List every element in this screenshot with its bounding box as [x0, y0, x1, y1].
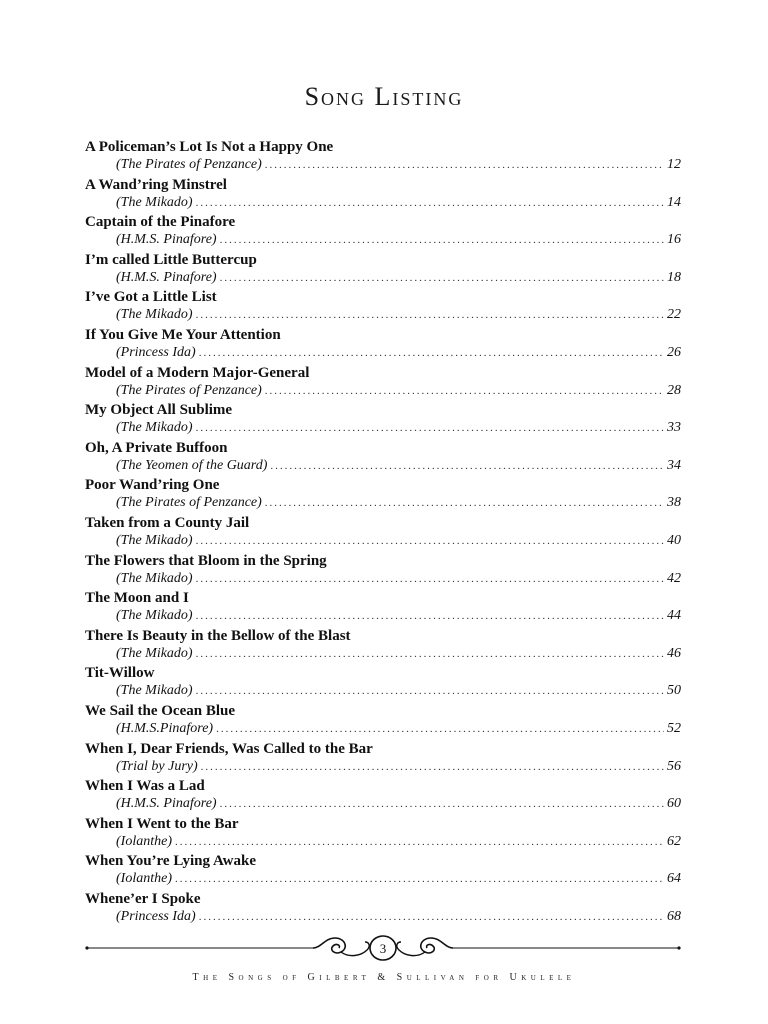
entry-detail	[85, 833, 681, 851]
page-number: 64	[667, 871, 681, 887]
entry-detail	[85, 231, 681, 249]
page-number: 44	[667, 608, 681, 624]
page-number: 28	[667, 382, 681, 398]
list-item	[85, 288, 681, 326]
page-number: 26	[667, 344, 681, 360]
dot-leader	[196, 608, 664, 625]
list-item	[85, 589, 681, 627]
entry-detail	[85, 720, 681, 738]
page-number: 16	[667, 232, 681, 248]
list-item	[85, 890, 681, 928]
song-title: A Wand’ring Minstrel	[85, 176, 227, 193]
page-number: 12	[667, 157, 681, 172]
dot-leader	[265, 383, 664, 400]
dot-leader	[220, 270, 664, 287]
entry-detail	[85, 457, 681, 475]
entry-detail	[85, 682, 681, 700]
dot-leader	[199, 909, 664, 926]
opera-name: (H.M.S. Pinafore)	[116, 796, 217, 812]
list-item	[85, 401, 681, 439]
opera-name: (The Mikado)	[116, 570, 193, 586]
opera-name: (Princess Ida)	[116, 344, 196, 360]
song-title: A Policeman’s Lot Is Not a Happy One	[85, 139, 334, 155]
dot-leader	[196, 683, 664, 700]
opera-name: (The Mikado)	[116, 608, 193, 624]
list-item	[85, 138, 681, 176]
dot-leader	[196, 533, 664, 550]
dot-leader	[196, 646, 664, 663]
page-number: 46	[667, 645, 681, 661]
opera-name: (Princess Ida)	[116, 908, 196, 924]
list-item	[85, 815, 681, 853]
opera-name: (H.M.S. Pinafore)	[116, 269, 217, 285]
opera-name: (The Pirates of Penzance)	[116, 157, 262, 172]
dot-leader	[265, 157, 664, 174]
song-title: When I Was a Lad	[85, 778, 205, 795]
entry-detail	[85, 870, 681, 888]
list-item	[85, 514, 681, 552]
song-title: Taken from a County Jail	[85, 514, 250, 531]
dot-leader	[270, 458, 664, 475]
song-title: I’ve Got a Little List	[85, 289, 217, 306]
list-item	[85, 852, 681, 890]
dot-leader	[220, 232, 664, 249]
page-number: 22	[667, 307, 681, 323]
song-title: If You Give Me Your Attention	[85, 326, 281, 343]
opera-name: (The Mikado)	[116, 194, 193, 210]
song-title: Oh, A Private Buffoon	[85, 439, 228, 456]
opera-name: (The Pirates of Penzance)	[116, 495, 262, 511]
page-number: 40	[667, 532, 681, 548]
entry-detail	[85, 269, 681, 287]
song-title: Whene’er I Spoke	[85, 890, 201, 907]
song-title: The Moon and I	[85, 590, 189, 607]
opera-name: (H.M.S.Pinafore)	[116, 720, 214, 736]
list-item	[85, 476, 681, 514]
footer-ornament	[85, 926, 681, 970]
list-item	[85, 251, 681, 289]
page-number: 56	[667, 758, 681, 774]
entry-detail	[85, 645, 681, 663]
list-item	[85, 439, 681, 477]
page-number: 50	[667, 683, 681, 699]
dot-leader	[175, 871, 664, 888]
entry-detail	[85, 194, 681, 212]
dot-leader	[201, 759, 664, 776]
list-item	[85, 364, 681, 402]
entry-detail	[85, 908, 681, 926]
song-title: When I, Dear Friends, Was Called to the Bar	[85, 740, 373, 757]
opera-name: (The Yeomen of the Guard)	[116, 457, 268, 473]
list-item	[85, 552, 681, 590]
scroll-ornament-icon	[85, 926, 681, 970]
opera-name: (Trial by Jury)	[116, 758, 198, 774]
dot-leader	[175, 834, 664, 851]
list-item	[85, 664, 681, 702]
song-title: Tit-Willow	[85, 665, 155, 682]
dot-leader	[196, 420, 664, 437]
opera-name: (The Mikado)	[116, 645, 193, 661]
song-title: When You’re Lying Awake	[85, 853, 256, 870]
opera-name: (The Pirates of Penzance)	[116, 382, 262, 398]
song-title: Model of a Modern Major-General	[85, 364, 310, 381]
dot-leader	[196, 571, 664, 588]
running-footer: The Songs of Gilbert & Sullivan for Ukulele	[192, 972, 576, 983]
page-number: 38	[667, 495, 681, 511]
page-number: 52	[667, 720, 681, 736]
entry-detail	[85, 156, 681, 174]
entry-detail	[85, 382, 681, 400]
list-item	[85, 627, 681, 665]
opera-name: (The Mikado)	[116, 683, 193, 699]
entry-detail	[85, 795, 681, 813]
entry-detail	[85, 344, 681, 362]
entry-detail	[85, 607, 681, 625]
list-item	[85, 777, 681, 815]
page-number: 60	[667, 796, 681, 812]
page-number: 34	[667, 457, 681, 473]
page-footer-number: 3	[379, 941, 387, 956]
page-number: 42	[667, 570, 681, 586]
page-number: 68	[667, 908, 681, 924]
opera-name: (H.M.S. Pinafore)	[116, 232, 217, 248]
page-number: 62	[667, 833, 681, 849]
song-title: The Flowers that Bloom in the Spring	[85, 552, 327, 569]
opera-name: (Iolanthe)	[116, 871, 172, 887]
list-item	[85, 702, 681, 740]
dot-leader	[220, 796, 664, 813]
song-title: My Object All Sublime	[85, 402, 233, 419]
dot-leader	[265, 495, 664, 512]
song-title: Poor Wand’ring One	[85, 477, 220, 494]
opera-name: (The Mikado)	[116, 420, 193, 436]
dot-leader	[216, 721, 664, 738]
song-title: Captain of the Pinafore	[85, 214, 236, 231]
page-number: 18	[667, 269, 681, 285]
entry-detail	[85, 306, 681, 324]
entry-detail	[85, 570, 681, 588]
entry-detail	[85, 532, 681, 550]
song-title: We Sail the Ocean Blue	[85, 702, 235, 719]
page-number: 33	[667, 420, 681, 436]
entry-detail	[85, 758, 681, 776]
opera-name: (The Mikado)	[116, 307, 193, 323]
dot-leader	[196, 307, 664, 324]
entry-detail	[85, 419, 681, 437]
entry-detail	[85, 494, 681, 512]
song-title: When I Went to the Bar	[85, 815, 239, 832]
list-item	[85, 326, 681, 364]
opera-name: (Iolanthe)	[116, 833, 172, 849]
opera-name: (The Mikado)	[116, 532, 193, 548]
page-title: Song Listing	[304, 82, 464, 111]
list-item	[85, 740, 681, 778]
page-number: 14	[667, 194, 681, 210]
list-item	[85, 176, 681, 214]
song-title: I’m called Little Buttercup	[85, 251, 257, 268]
song-title: There Is Beauty in the Bellow of the Blast	[85, 627, 351, 644]
list-item	[85, 213, 681, 251]
dot-leader	[196, 195, 664, 212]
dot-leader	[199, 345, 664, 362]
song-listing	[85, 138, 681, 927]
